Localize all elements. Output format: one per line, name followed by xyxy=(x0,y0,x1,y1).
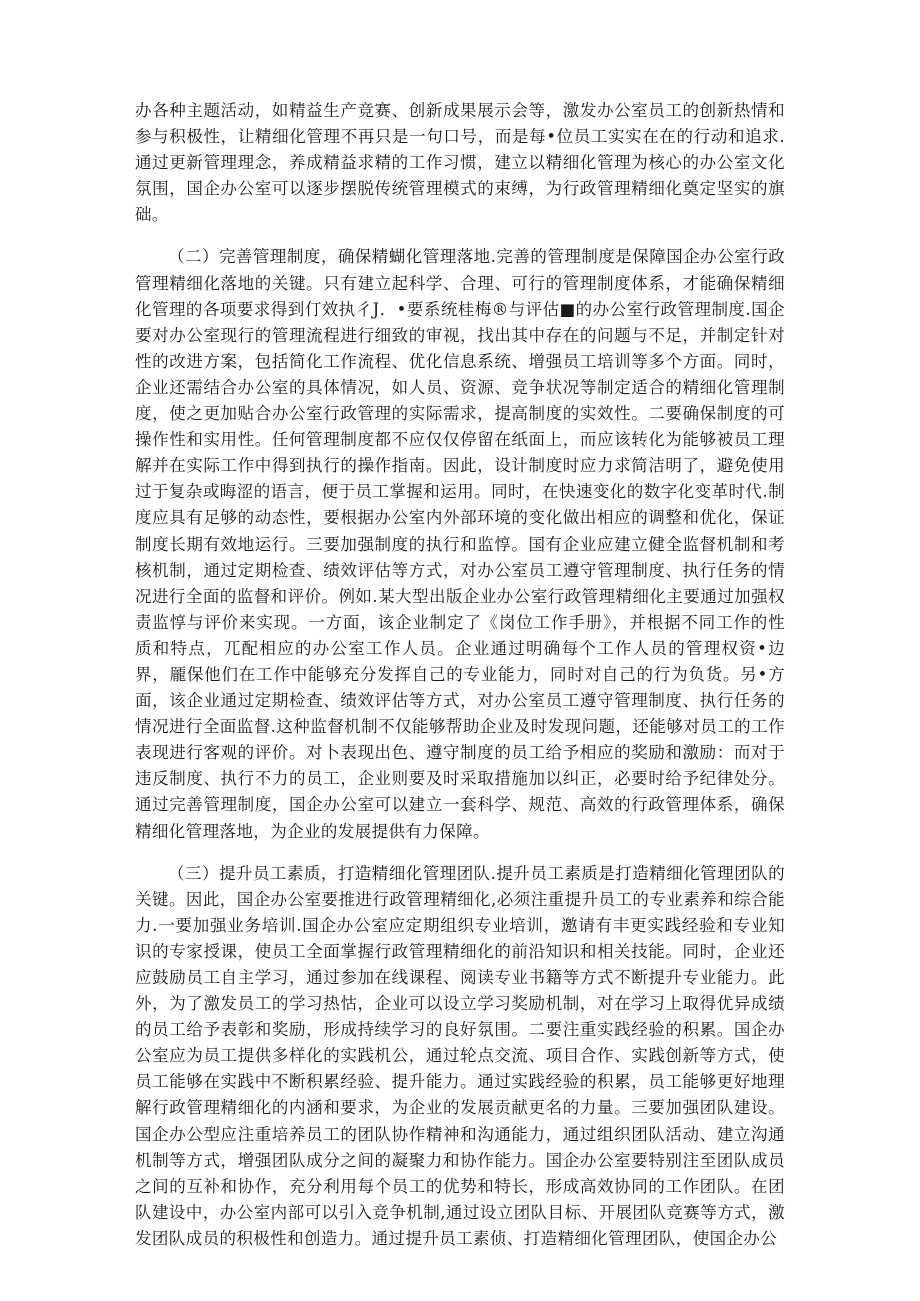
document-page xyxy=(135,98,785,1252)
paragraph-gap xyxy=(135,228,785,244)
paragraph-gap xyxy=(135,845,785,861)
paragraph-section-two: （二）完善管理制度，确保精蝴化管理落地.完善的管理制度是保障国企办公室行政管理精细化落地的关键。只有建立起科学、合理、可行的管理制度体系，才能确保精细化管理的各项要求得到仃效执彳J．•要系统桂梅®与评估■的办公室行政管理制度.国企要对办公室现行的管理流程进行细致的审视，找出其中存在的问题与不足，并制定针对性的改进方案，包括简化工作流程、优化信息系统、增强员工培训等多个方面。同时，企业还需结合办公室的具体情况，如人员、资源、竞争状况等制定适合的精细化管理制度，使之更加贴合办公室行政管理的实际需求，提高制度的实效性。二要确保制度的可操作性和实用性。任何管理制度都不应仅仅停留在纸面上，而应该转化为能够被员工理解并在实际工作中得到执行的操作指南。因此，设计制度时应力求简洁明了，避免使用过于复杂或晦涩的语言，便于员工掌握和运用。同时，在快速变化的数字化变革时代.制度应具有足够的动态性，要根据办公室内外部环境的变化做出相应的调整和优化，保证制度长期有效地运行。三要加强制度的执行和监惇。国有企业应建立健全监督机制和考核机制，通过定期检查、绩效评估等方式，对办公室员工遵守管理制度、执行任务的情况进行全面的监督和评价。例如.某大型出版企业办公室行政管理精细化主要通过加强权责监惇与评价来实现。一方面，该企业制定了《岗位工作手册》，并根据不同工作的性质和特点，兀配相应的办公室工作人员。企业通过明确每个工作人员的管理权资•边界，龎保他们在工作中能够充分发挥自己的专业能力，同时对自己的行为负货。另•方面，该企业通过定期检查、绩效评估等方式，对办公室员工遵守管理制度、执行任务的情况进行全面监督.这种监督机制不仅能够帮助企业及时发现问题，还能够对员工的工作表现进行客观的评价。对卜表现出色、遵守制度的员工给予相应的奖励和激励：而对于违反制度、执行不力的员工，企业则要及时采取措施加以纠正，必要时给予纪律处分。通过完善管理制度，国企办公室可以建立一套科学、规范、高效的行政管理体系，确保精细化管理落地，为企业的发展提供有力保障。 xyxy=(135,247,785,841)
paragraph-section-three: （三）提升员工素质，打造精细化管理团队.提升员工素质是打造精细化管理团队的关键。因此，国企办公室要推进行政管理精细化,必须注重提升员工的专业素养和综合能力.一要加强业务培训.国企办公室应定期组织专业培训，邀请有丰更实践经验和专业知识的专家授课，使员工全面掌握行政管理精细化的前沿知识和相关技能。同时，企业还应鼓励员工自主学习，通过参加在线课程、阅读专业书籍等方式不断提升专业能力。此外，为了激发员工的学习热怙，企业可以设立学习奖励机制，对在学习上取得优异成绩的员工给予表彰和奖励，形成持续学习的良好氛围。二要注重实践经验的积累。国企办公室应为员工提供多样化的实践机公，通过轮点交流、项目合作、实践创新等方式，使员工能够在实践中不断积累经验、提升能力。通过实践经验的积累，员工能够更好地理解行政管理精细化的内涵和要求，为企业的发展贡献更名的力量。三要加强团队建设。国企办公型应注重培养员工的团队协作精神和沟通能力，通过组织团队活动、建立沟通机制等方式，增强团队成分之间的凝聚力和协作能力。国企办公室要特别注至团队成员之间的互补和协作，充分利用每个员工的优势和特长，形成高效协同的工作团队。在团队建设中，办公室内部可以引入竞争机制,通过设立团队目标、开展团队竞赛等方式，激发团队成员的积极性和创造力。通过提升员工素侦、打造精细化管理团队，使国企办公 xyxy=(135,863,785,1248)
paragraph-continuation: 办各种主题活动，如精益生产竞赛、创新成果展示会等，激发办公室员工的创新热情和参与积极性，让精细化管理不再只是一句口号，而是每•位员工实实在在的行动和追求.通过更新管理理念，养成精益求精的工作习惯，建立以精细化管理为核心的办公室文化氛围，国企办公室可以逐步摆脱传统管理模式的束缚，为行政管理精细化奠定坚实的旗础。 xyxy=(135,101,785,225)
